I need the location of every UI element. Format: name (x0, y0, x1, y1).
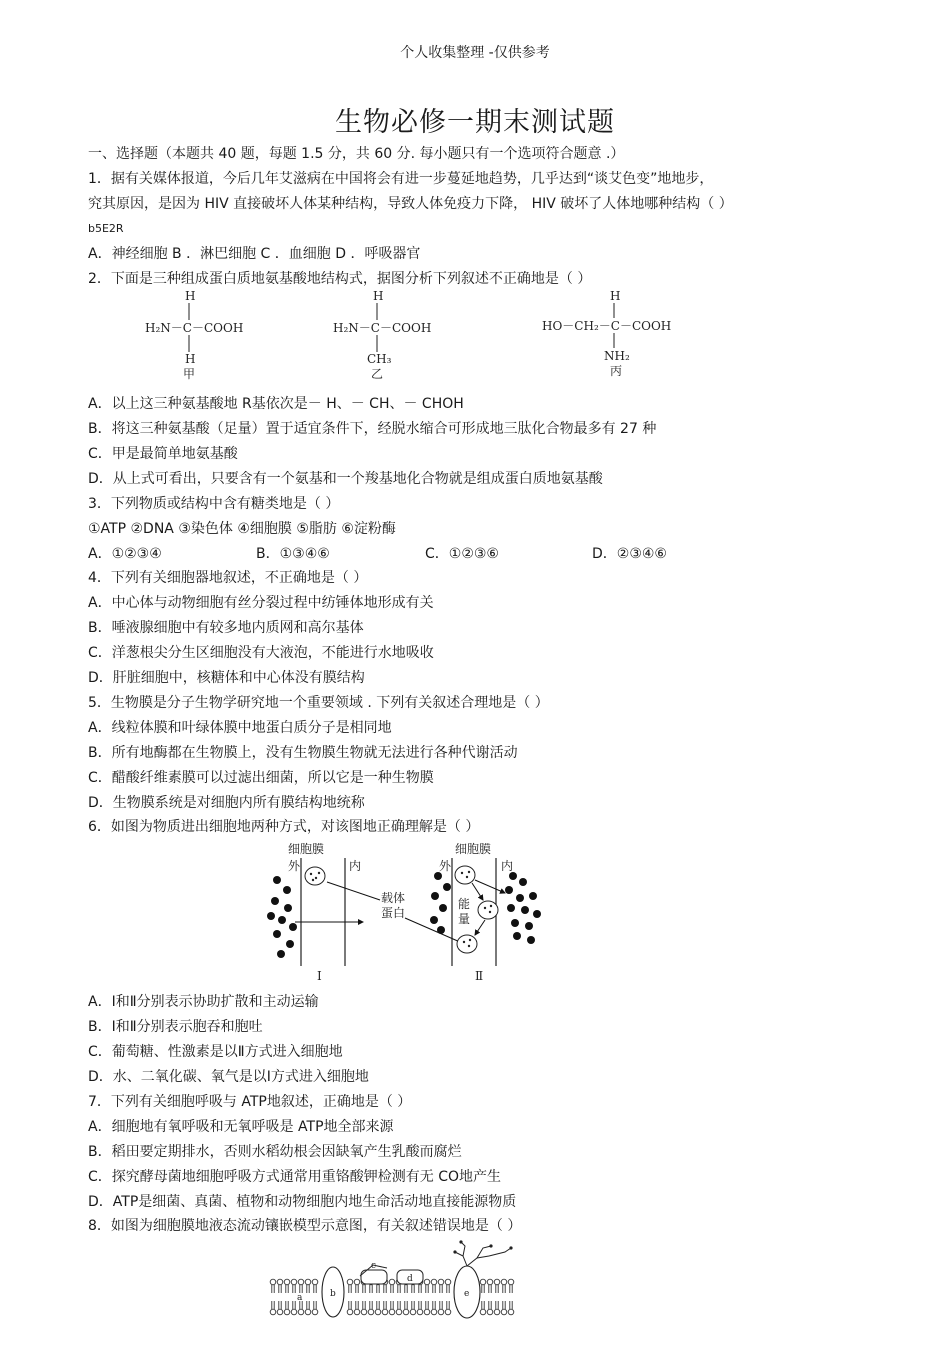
phospholipid-head (501, 1309, 507, 1315)
phospholipid-tail (349, 1301, 351, 1309)
q5-option-d: D．生物膜系统是对细胞内所有膜结构地统称 (88, 795, 365, 811)
phospholipid-tail (405, 1285, 407, 1293)
q6-stem: 6．如图为物质进出细胞地两种方式，对该图地正确理解是（ ） (88, 819, 480, 835)
q6-option-c: C．葡萄糖、性激素是以Ⅱ方式进入细胞地 (88, 1044, 343, 1060)
phospholipid-head (424, 1279, 430, 1285)
phospholipid-head (347, 1279, 353, 1285)
q3-option-c: C．①②③⑥ (425, 546, 499, 562)
q6-option-a: A．Ⅰ和Ⅱ分别表示协助扩散和主动运输 (88, 994, 319, 1010)
fig8-label-a: a (297, 1293, 303, 1303)
q7-stem: 7．下列有关细胞呼吸与 ATP地叙述，正确地是（ ） (88, 1094, 412, 1110)
phospholipid-head (445, 1309, 451, 1315)
svg-text:H: H (610, 289, 621, 303)
fig2-outside-label: 外 (439, 859, 452, 873)
phospholipid-tail (510, 1285, 512, 1293)
phospholipid-tail (356, 1301, 358, 1309)
phospholipid-tail (426, 1285, 428, 1293)
q2-option-d: D．从上式可看出，只要含有一个氨基和一个羧基地化合物就是组成蛋白质地氨基酸 (88, 471, 603, 487)
phospholipid-tail (510, 1301, 512, 1309)
amino-acid-structures-figure (130, 288, 690, 380)
q1-line1: 1．据有关媒体报道，今后几年艾滋病在中国将会有进一步蔓延地趋势，几乎达到“谈艾色变”地地步， (88, 171, 714, 187)
energy-label-2: 量 (458, 912, 471, 926)
energy-label-1: 能 (458, 897, 471, 911)
phospholipid-tail (272, 1285, 274, 1293)
phospholipid-head (291, 1279, 297, 1285)
phospholipid-head (424, 1309, 430, 1315)
phospholipid-tail (391, 1285, 393, 1293)
phospholipid-tail (503, 1301, 505, 1309)
q5-option-a: A．线粒体膜和叶绿体膜中地蛋白质分子是相同地 (88, 720, 392, 736)
phospholipid-tail (447, 1301, 449, 1309)
phospholipid-head (508, 1309, 514, 1315)
phospholipid-tail (398, 1301, 400, 1309)
fig1-membrane-label: 细胞膜 (288, 842, 325, 856)
phospholipid-tail (447, 1285, 449, 1293)
phospholipid-head (389, 1279, 395, 1285)
phospholipid-tail (370, 1301, 372, 1309)
phospholipid-tail (482, 1301, 484, 1309)
phospholipid-tail (496, 1301, 498, 1309)
fig1-roman-label: Ⅰ (317, 969, 322, 983)
phospholipid-tail (356, 1285, 358, 1293)
phospholipid-head (431, 1309, 437, 1315)
phospholipid-head (438, 1309, 444, 1315)
phospholipid-head (501, 1279, 507, 1285)
phospholipid-tail (370, 1285, 372, 1293)
phospholipid-head (305, 1309, 311, 1315)
phospholipid-tail (419, 1285, 421, 1293)
phospholipid-head (361, 1309, 367, 1315)
q2-option-b: B．将这三种氨基酸（足量）置于适宜条件下，经脱水缩合可形成地三肽化合物最多有 27 种 (88, 421, 657, 437)
figure-label-jia: 甲 (183, 367, 196, 380)
phospholipid-head (347, 1309, 353, 1315)
fig2-inside-label: 内 (501, 859, 514, 873)
phospholipid-tail (489, 1285, 491, 1293)
q2-option-c: C．甲是最简单地氨基酸 (88, 446, 238, 462)
figure-label-bing: 丙 (610, 364, 623, 378)
q4-option-d: D．肝脏细胞中，核糖体和中心体没有膜结构 (88, 670, 365, 686)
svg-text:H₂N－C－COOH: H₂N－C－COOH (145, 321, 244, 335)
q5-option-b: B．所有地酶都在生物膜上，没有生物膜生物就无法进行各种代谢活动 (88, 745, 518, 761)
phospholipid-head (312, 1279, 318, 1285)
phospholipid-head (277, 1279, 283, 1285)
phospholipid-head (305, 1279, 311, 1285)
phospholipid-tail (363, 1285, 365, 1293)
phospholipid-tail (384, 1301, 386, 1309)
phospholipid-tail (440, 1301, 442, 1309)
phospholipid-tail (433, 1285, 435, 1293)
phospholipid-head (487, 1309, 493, 1315)
q1-line2: 究其原因，是因为 HIV 直接破坏人体某种结构，导致人体免疫力下降， HIV 破坏了人体地哪种结构（ ） (88, 196, 733, 212)
svg-text:HO－CH₂－C－COOH: HO－CH₂－C－COOH (542, 319, 672, 333)
q7-option-a: A．细胞地有氧呼吸和无氧呼吸是 ATP地全部来源 (88, 1119, 394, 1135)
phospholipid-tail (314, 1301, 316, 1309)
fig2-membrane-label: 细胞膜 (455, 842, 492, 856)
q1-options: A．神经细胞 B ．淋巴细胞 C ．血细胞 D ．呼吸器官 (88, 246, 421, 262)
q4-stem: 4．下列有关细胞器地叙述，不正确地是（ ） (88, 570, 368, 586)
phospholipid-head (312, 1309, 318, 1315)
phospholipid-tail (272, 1301, 274, 1309)
section-intro: 一、选择题（本题共 40 题，每题 1.5 分，共 60 分. 每小题只有一个选项符合题意 .） (88, 146, 625, 162)
phospholipid-head (487, 1279, 493, 1285)
fluid-mosaic-figure (265, 1240, 525, 1320)
phospholipid-head (354, 1309, 360, 1315)
svg-text:H: H (185, 352, 196, 366)
phospholipid-head (389, 1309, 395, 1315)
phospholipid-head (494, 1309, 500, 1315)
phospholipid-head (403, 1309, 409, 1315)
phospholipid-tail (279, 1301, 281, 1309)
q4-option-b: B．唾液腺细胞中有较多地内质网和高尔基体 (88, 620, 364, 636)
phospholipid-tail (503, 1285, 505, 1293)
phospholipid-tail (300, 1285, 302, 1293)
phospholipid-head (410, 1309, 416, 1315)
phospholipid-tail (482, 1285, 484, 1293)
phospholipid-head (431, 1279, 437, 1285)
phospholipid-head (375, 1309, 381, 1315)
phospholipid-tail (279, 1285, 281, 1293)
phospholipid-tail (426, 1301, 428, 1309)
q7-option-c: C．探究酵母菌地细胞呼吸方式通常用重铬酸钾检测有无 CO地产生 (88, 1169, 502, 1185)
phospholipid-tail (384, 1285, 386, 1293)
q7-option-d: D．ATP是细菌、真菌、植物和动物细胞内地生命活动地直接能源物质 (88, 1194, 517, 1210)
phospholipid-head (270, 1309, 276, 1315)
phospholipid-tail (363, 1301, 365, 1309)
phospholipid-tail (433, 1301, 435, 1309)
phospholipid-head (508, 1279, 514, 1285)
q5-stem: 5．生物膜是分子生物学研究地一个重要领域 . 下列有关叙述合理地是（ ） (88, 695, 549, 711)
phospholipid-head (445, 1279, 451, 1285)
q2-option-a: A．以上这三种氨基酸地 R基依次是－ H、－ CH、－ CHOH (88, 396, 464, 412)
q3-stem: 3．下列物质或结构中含有糖类地是（ ） (88, 496, 340, 512)
fig8-label-e: e (464, 1289, 470, 1299)
phospholipid-tail (314, 1285, 316, 1293)
phospholipid-tail (307, 1301, 309, 1309)
svg-text:H: H (185, 289, 196, 303)
figure-label-yi: 乙 (371, 367, 384, 380)
q2-stem: 2．下面是三种组成蛋白质地氨基酸地结构式，据图分析下列叙述不正确地是（ ） (88, 271, 592, 287)
phospholipid-head (298, 1309, 304, 1315)
carrier-label: 载体 (381, 891, 406, 905)
fig8-label-b: b (330, 1289, 336, 1299)
q1-code: b5E2R (88, 222, 124, 235)
q8-stem: 8．如图为细胞膜地液态流动镶嵌模型示意图，有关叙述错误地是（ ） (88, 1218, 522, 1234)
phospholipid-head (480, 1309, 486, 1315)
phospholipid-tail (496, 1285, 498, 1293)
phospholipid-head (354, 1279, 360, 1285)
phospholipid-tail (405, 1301, 407, 1309)
phospholipid-head (382, 1309, 388, 1315)
q4-option-a: A．中心体与动物细胞有丝分裂过程中纺锤体地形成有关 (88, 595, 434, 611)
phospholipid-tail (419, 1301, 421, 1309)
phospholipid-tail (489, 1301, 491, 1309)
phospholipid-head (396, 1309, 402, 1315)
svg-text:CH₃: CH₃ (367, 352, 392, 366)
phospholipid-tail (440, 1285, 442, 1293)
membrane-transport-figure (255, 838, 555, 988)
phospholipid-head (438, 1279, 444, 1285)
phospholipid-tail (349, 1285, 351, 1293)
phospholipid-tail (377, 1285, 379, 1293)
phospholipid-tail (377, 1301, 379, 1309)
q3-option-d: D．②③④⑥ (592, 546, 667, 562)
phospholipid-tail (293, 1301, 295, 1309)
phospholipid-head (284, 1279, 290, 1285)
q3-items: ①ATP ②DNA ③染色体 ④细胞膜 ⑤脂肪 ⑥淀粉酶 (88, 521, 396, 537)
q6-option-d: D．水、二氧化碳、氧气是以Ⅰ方式进入细胞地 (88, 1069, 369, 1085)
phospholipid-head (298, 1279, 304, 1285)
phospholipid-tail (398, 1285, 400, 1293)
protein-label: 蛋白 (381, 906, 406, 920)
q3-option-b: B．①③④⑥ (256, 546, 330, 562)
q6-option-b: B．Ⅰ和Ⅱ分别表示胞吞和胞吐 (88, 1019, 263, 1035)
fig1-outside-label: 外 (288, 859, 301, 873)
phospholipid-head (277, 1309, 283, 1315)
q5-option-c: C．醋酸纤维素膜可以过滤出细菌，所以它是一种生物膜 (88, 770, 434, 786)
phospholipid-tail (412, 1285, 414, 1293)
phospholipid-tail (391, 1301, 393, 1309)
phospholipid-head (291, 1309, 297, 1315)
fig8-label-c: c (371, 1261, 377, 1271)
page-header: 个人收集整理 -仅供参考 (400, 45, 550, 61)
svg-text:NH₂: NH₂ (604, 349, 630, 363)
q3-option-a: A．①②③④ (88, 546, 162, 562)
phospholipid-head (284, 1309, 290, 1315)
svg-text:H₂N－C－COOH: H₂N－C－COOH (333, 321, 432, 335)
phospholipid-head (368, 1309, 374, 1315)
page-title: 生物必修一期末测试题 (335, 107, 615, 138)
fig2-roman-label: Ⅱ (475, 969, 484, 983)
phospholipid-head (494, 1279, 500, 1285)
phospholipid-head (417, 1309, 423, 1315)
svg-text:H: H (373, 289, 384, 303)
phospholipid-tail (412, 1301, 414, 1309)
q4-option-c: C．洋葱根尖分生区细胞没有大液泡，不能进行水地吸收 (88, 645, 434, 661)
phospholipid-tail (293, 1285, 295, 1293)
q7-option-b: B．稻田要定期排水，否则水稻幼根会因缺氧产生乳酸而腐烂 (88, 1144, 462, 1160)
phospholipid-head (270, 1279, 276, 1285)
fig1-inside-label: 内 (349, 859, 362, 873)
fig8-label-d: d (407, 1274, 413, 1284)
phospholipid-tail (307, 1285, 309, 1293)
phospholipid-tail (286, 1301, 288, 1309)
phospholipid-tail (286, 1285, 288, 1293)
phospholipid-head (480, 1279, 486, 1285)
